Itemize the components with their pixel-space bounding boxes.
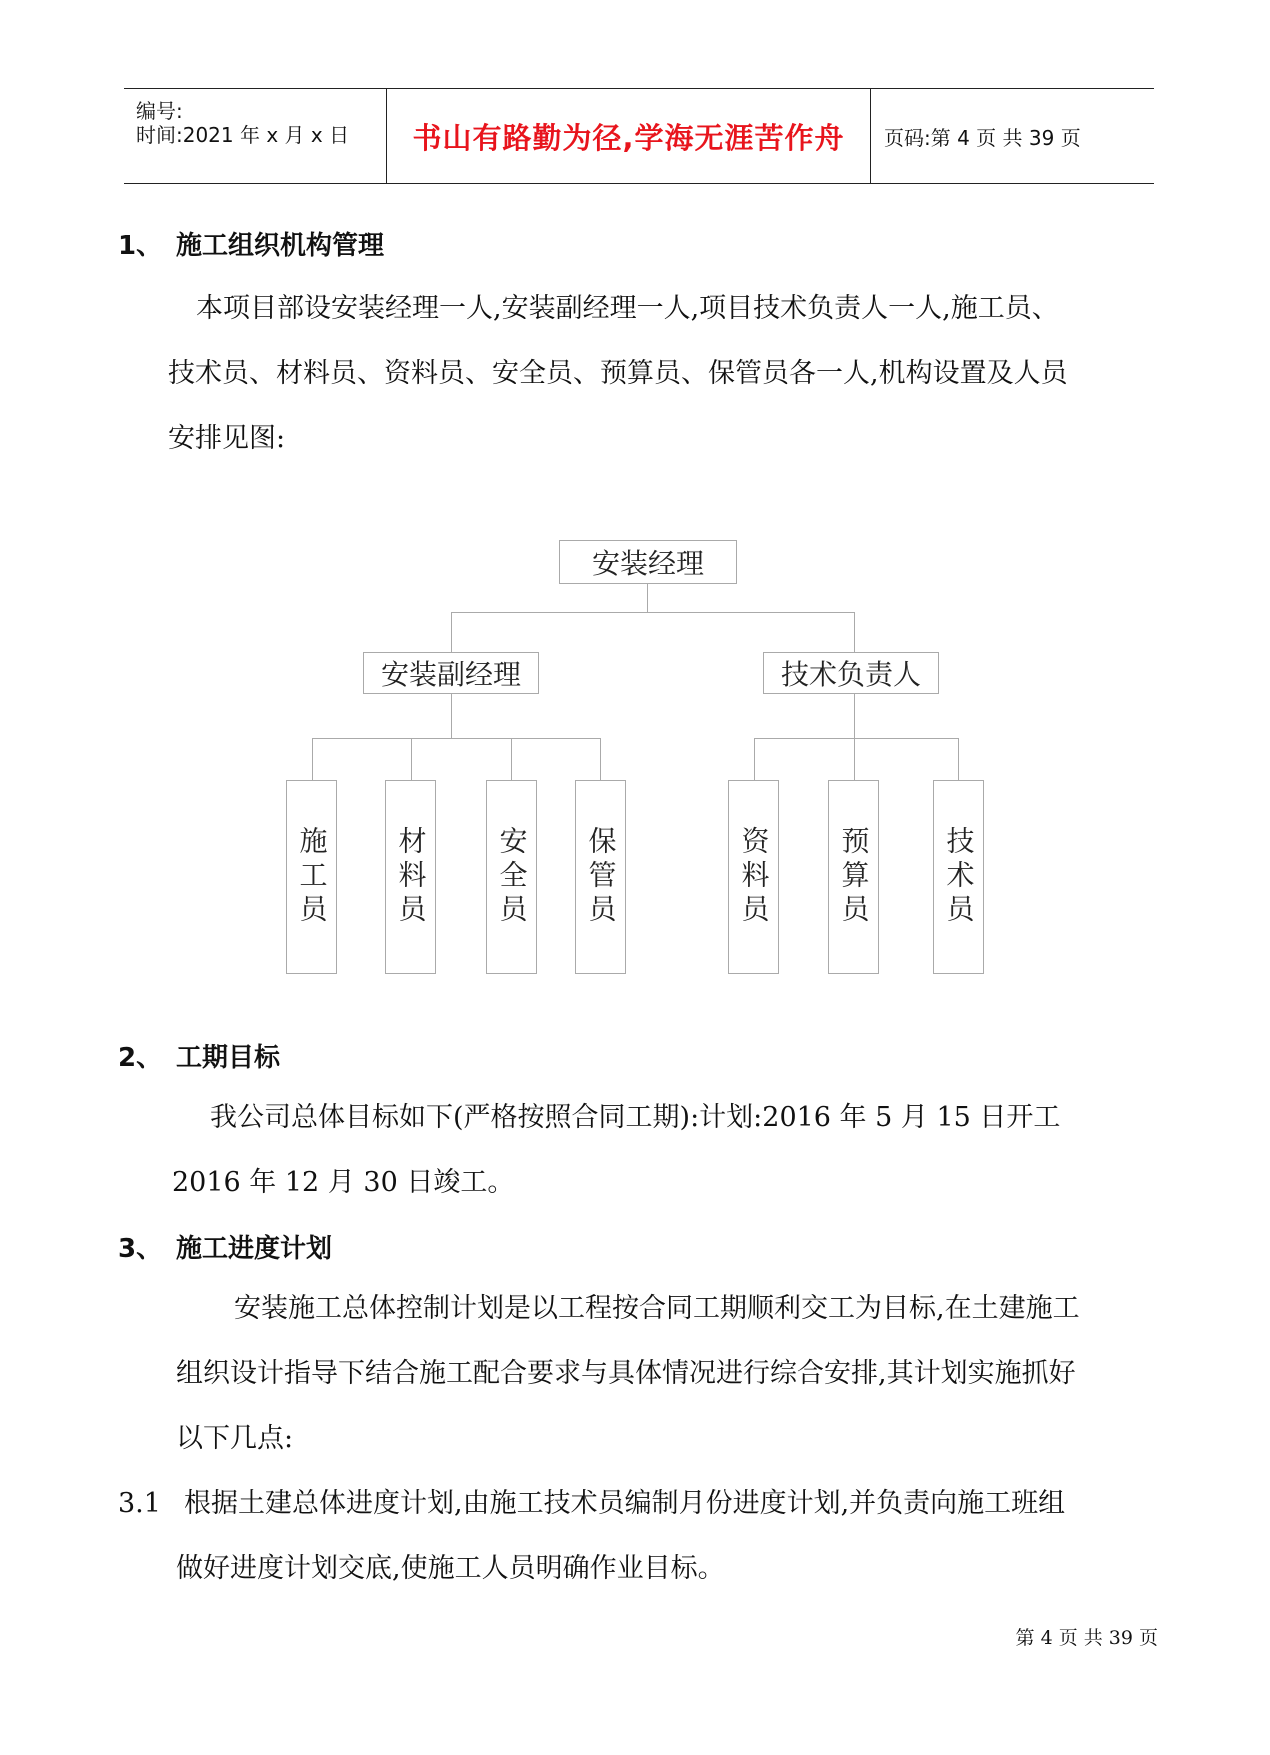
section-1-line-2: 技术员、材料员、资料员、安全员、预算员、保管员各一人,机构设置及人员: [168, 358, 1068, 389]
header-number-label: 编号:: [136, 99, 183, 123]
section-3-line-3: 以下几点:: [176, 1423, 294, 1454]
section-1-title: 施工组织机构管理: [176, 231, 385, 261]
org-connector: [600, 738, 601, 780]
section-1-line-3: 安排见图:: [168, 423, 286, 454]
org-connector: [411, 738, 412, 780]
section-3-title: 施工进度计划: [176, 1234, 333, 1264]
section-3-line-1: 安装施工总体控制计划是以工程按合同工期顺利交工为目标,在土建施工: [234, 1293, 1080, 1324]
org-connector: [451, 694, 452, 738]
org-node-technician: 技术员: [933, 780, 984, 974]
section-2-number: 2、: [118, 1043, 163, 1073]
section-3-line-2: 组织设计指导下结合施工配合要求与具体情况进行综合安排,其计划实施抓好: [176, 1358, 1076, 1389]
org-node-root: 安装经理: [559, 540, 737, 584]
org-connector: [312, 738, 600, 739]
org-connector: [647, 584, 648, 612]
org-node-deputy-manager: 安装副经理: [363, 652, 539, 694]
org-connector: [312, 738, 313, 780]
org-node-documents-staff: 资料员: [728, 780, 779, 974]
section-2-line-1: 我公司总体目标如下(严格按照合同工期):计划:2016 年 5 月 15 日开工: [210, 1102, 1061, 1133]
org-connector: [958, 738, 959, 780]
section-1-line-1: 本项目部设安装经理一人,安装副经理一人,项目技术负责人一人,施工员、: [196, 293, 1059, 324]
section-3-heading: [118, 1228, 332, 1265]
org-connector: [754, 738, 755, 780]
org-connector: [451, 612, 854, 613]
org-node-materials-staff: 材料员: [385, 780, 436, 974]
section-3-1-line-1: 根据土建总体进度计划,由施工技术员编制月份进度计划,并负责向施工班组: [184, 1488, 1066, 1519]
section-3-number: 3、: [118, 1234, 163, 1264]
header-meta-cell: [124, 89, 387, 183]
org-node-storekeeper: 保管员: [575, 780, 626, 974]
section-1-number: 1、: [118, 231, 163, 261]
section-3-1-line-2: 做好进度计划交底,使施工人员明确作业目标。: [176, 1553, 725, 1584]
section-2-title: 工期目标: [176, 1043, 281, 1073]
org-node-tech-lead: 技术负责人: [763, 652, 939, 694]
section-3-1-number: 3.1: [118, 1488, 161, 1519]
org-connector: [854, 738, 855, 780]
org-connector: [854, 694, 855, 738]
org-connector: [754, 738, 958, 739]
header-time-label: 时间:2021 年 x 月 x 日: [136, 123, 350, 147]
page-header: [124, 88, 1154, 184]
section-1-heading: [118, 225, 384, 262]
header-page-info: 页码:第 4 页 共 39 页: [884, 125, 1081, 150]
org-node-construction-staff: 施工员: [286, 780, 337, 974]
org-connector: [511, 738, 512, 780]
section-2-heading: [118, 1037, 280, 1074]
org-node-budget-staff: 预算员: [828, 780, 879, 974]
section-2-line-2: 2016 年 12 月 30 日竣工。: [172, 1167, 515, 1198]
org-chart: [0, 530, 1270, 1010]
header-motto: 书山有路勤为径,学海无涯苦作舟: [387, 89, 871, 183]
page-footer: 第 4 页 共 39 页: [1015, 1627, 1158, 1649]
org-node-safety-staff: 安全员: [486, 780, 537, 974]
